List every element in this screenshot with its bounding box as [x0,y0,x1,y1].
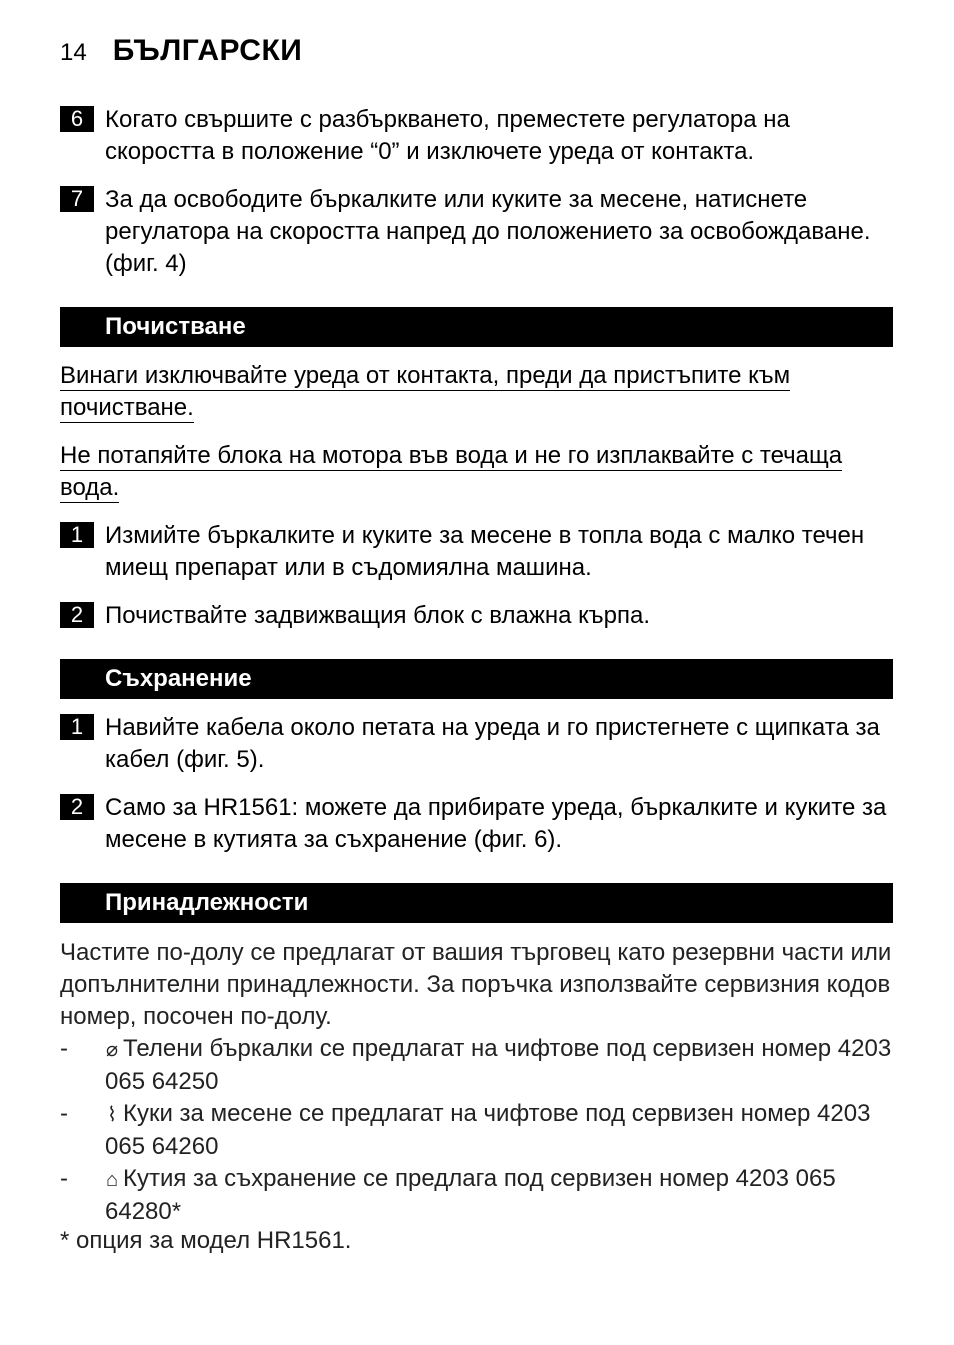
list-dash: - [60,1035,68,1062]
list-dash: - [60,1100,68,1127]
cleaning-step-1 [60,520,890,584]
warning-unplug [60,360,890,424]
storage-step-2 [60,792,890,856]
section-heading-cleaning [60,307,893,347]
step-number-badge: 7 [60,186,94,212]
step-text: Почиствайте задвижващия блок с влажна кърпа. [105,602,651,629]
storage-box-icon: ⌂ [105,1169,119,1191]
list-item-text: Куки за месене се предлагат на чифтове под сервизен номер 4203 065 64260 [105,1100,871,1160]
list-item [60,1163,900,1228]
list-item-text: Телени бъркалки се предлагат на чифтове под сервизен номер 4203 065 64250 [105,1035,892,1095]
step-7 [60,184,890,280]
dough-hook-icon: ⌇ [107,1104,117,1126]
list-dash: - [60,1165,68,1192]
list-item [60,1098,900,1163]
warning-text: Не потапяйте блока на мотора във вода и не го изплаквайте с течаща вода. [60,442,843,501]
warning-no-water [60,440,890,504]
cleaning-step-2 [60,600,890,632]
page-number: 14 [60,39,87,66]
footnote: * опция за модел HR1561. [60,1227,352,1254]
accessories-list [60,1033,900,1228]
step-text: Навийте кабела около петата на уреда и го пристегнете с щипката за кабел (фиг. 5). [105,714,880,773]
language-title: БЪЛГАРСКИ [112,34,303,67]
storage-step-1 [60,712,890,776]
section-heading-accessories [60,883,893,923]
step-text: Измийте бъркалките и куките за месене в топла вода с малко течен миещ препарат или в съдомиялна машина. [105,522,865,581]
step-6 [60,104,890,168]
step-text: За да освободите бъркалките или куките за месене, натиснете регулатора на скоростта напред до положението за освобождаване. (фиг. 4) [105,186,871,277]
page-header [60,34,302,68]
accessories-intro: Частите по-долу се предлагат от вашия търговец като резервни части или допълнителни принадлежности. За поръчка използвайте сервизния кодов номер, посочен по-долу. [60,939,892,1030]
section-title: Съхранение [105,665,252,692]
step-number-badge: 2 [60,794,94,820]
section-heading-storage [60,659,893,699]
step-text: Когато свършите с разбъркването, преместете регулатора на скоростта в положение “0” и изключете уреда от контакта. [105,106,790,165]
step-number-badge: 6 [60,106,94,132]
step-text: Само за HR1561: можете да прибирате уреда, бъркалките и куките за месене в кутията за съхранение (фиг. 6). [105,794,887,853]
whisk-icon: ⌀ [105,1039,119,1061]
step-number-badge: 2 [60,602,94,628]
warning-text: Винаги изключвайте уреда от контакта, преди да пристъпите към почистване. [60,362,791,421]
list-item-text: Кутия за съхранение се предлага под сервизен номер 4203 065 64280* [105,1165,836,1225]
list-item [60,1033,900,1098]
section-title: Принадлежности [105,889,309,916]
section-title: Почистване [105,313,246,340]
step-number-badge: 1 [60,714,94,740]
step-number-badge: 1 [60,522,94,548]
